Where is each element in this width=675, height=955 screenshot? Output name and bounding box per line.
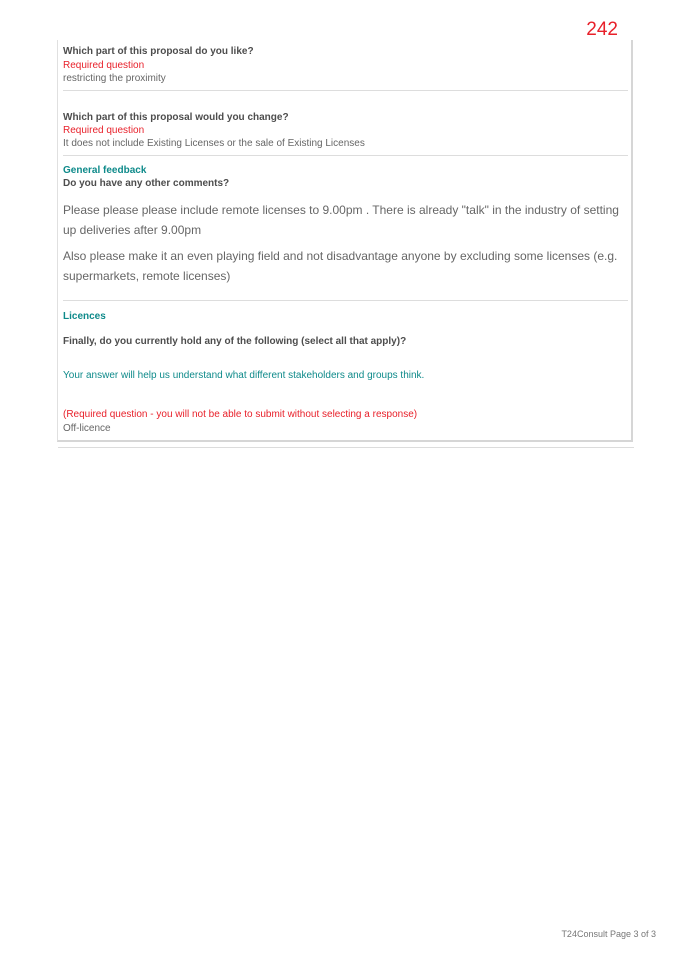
general-feedback-paragraph-1: Please please please include remote licenses to 9.00pm . There is already "talk" in the industry of setting up deliveries after 9.00pm xyxy=(63,203,619,237)
page-footer: T24Consult Page 3 of 3 xyxy=(561,929,656,939)
general-feedback-heading: General feedback xyxy=(63,165,147,176)
q2-title: Which part of this proposal would you change? xyxy=(63,112,289,123)
divider xyxy=(63,90,628,91)
page-number: 242 xyxy=(586,19,618,40)
general-feedback-paragraph-2: Also please make it an even playing field and not disadvantage anyone by excluding some licenses (e.g. supermarkets, remote licenses) xyxy=(63,249,618,283)
divider xyxy=(63,155,628,156)
divider xyxy=(63,300,628,301)
q1-required-label: Required question xyxy=(63,60,145,71)
panel-divider xyxy=(58,447,634,448)
licences-answer: Off-licence xyxy=(63,423,111,434)
licences-required-label: (Required question - you will not be able to submit without selecting a response) xyxy=(63,409,418,420)
licences-heading: Licences xyxy=(63,311,106,322)
q2-required-label: Required question xyxy=(63,125,145,136)
q2-answer: It does not include Existing Licenses or the sale of Existing Licenses xyxy=(63,138,365,149)
q1-answer: restricting the proximity xyxy=(63,73,166,84)
licences-question: Finally, do you currently hold any of the following (select all that apply)? xyxy=(63,336,407,347)
licences-help-text: Your answer will help us understand what different stakeholders and groups think. xyxy=(63,370,425,381)
q1-title: Which part of this proposal do you like? xyxy=(63,46,254,57)
general-feedback-question: Do you have any other comments? xyxy=(63,178,230,189)
